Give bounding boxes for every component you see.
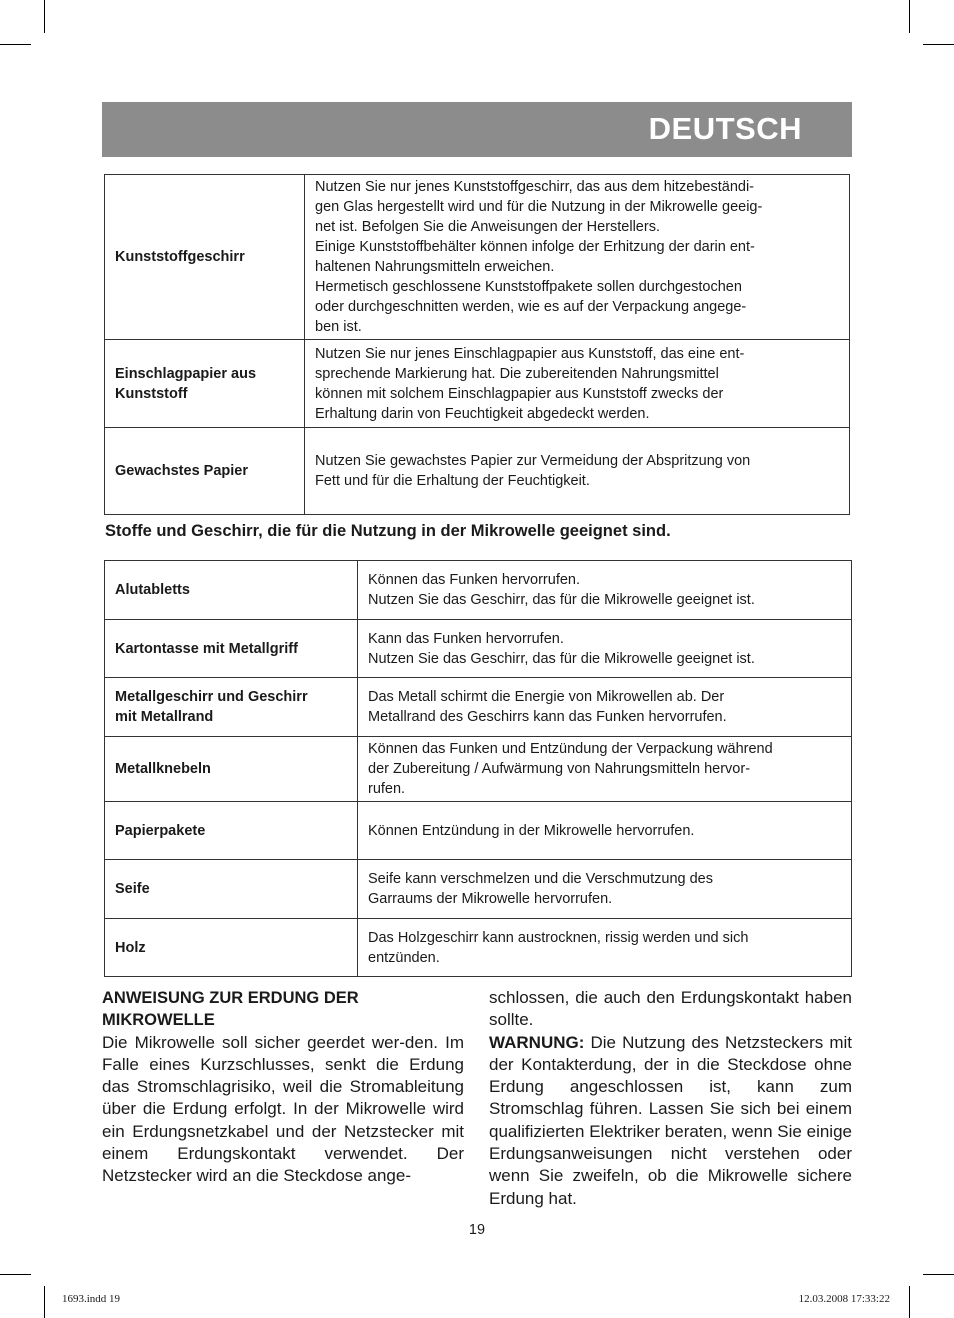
table-row — [105, 737, 852, 802]
table-row — [105, 561, 852, 620]
language-header-bar — [102, 102, 852, 157]
row-label: Alutabletts — [105, 561, 358, 620]
page-number: 19 — [468, 1222, 486, 1238]
row-description: Das Holzgeschirr kann austrocknen, rissig werden und sich entzünden. — [358, 919, 852, 977]
table-row — [105, 428, 850, 515]
slug-file: 1693.indd 19 — [62, 1293, 121, 1305]
crop-mark — [44, 1286, 45, 1318]
row-label: Seife — [105, 860, 358, 919]
table-row — [105, 620, 852, 678]
table-row — [105, 802, 852, 860]
grounding-title: ANWEISUNG ZUR ERDUNG DER MIKROWELLE — [102, 989, 359, 1030]
row-description: Kann das Funken hervorrufen. Nutzen Sie das Geschirr, das für die Mikrowelle geeignet ist. — [358, 620, 852, 678]
crop-mark — [0, 1274, 31, 1275]
row-label: Metallgeschirr und Geschirr mit Metallrand — [105, 678, 358, 737]
row-description: Können Entzündung in der Mikrowelle hervorrufen. — [358, 802, 852, 860]
row-label: Metallknebeln — [105, 737, 358, 802]
crop-mark — [909, 0, 910, 33]
crop-mark — [909, 1286, 910, 1318]
table-row — [105, 678, 852, 737]
row-label: Gewachstes Papier — [105, 428, 305, 515]
grounding-body-right: schlossen, die auch den Erdungskontakt haben sollte. — [489, 988, 852, 1030]
section-heading: Stoffe und Geschirr, die für die Nutzung in der Mikrowelle geeignet sind. — [105, 522, 671, 540]
unsuitable-materials-table — [104, 560, 852, 977]
table-row — [105, 860, 852, 919]
crop-mark — [923, 44, 954, 45]
table-row — [105, 919, 852, 977]
row-description: Nutzen Sie gewachstes Papier zur Vermeidung der Abspritzung von Fett und für die Erhaltung der Feuchtigkeit. — [305, 428, 850, 515]
grounding-right-column — [489, 987, 852, 1210]
grounding-left-column — [102, 987, 464, 1188]
crop-mark — [0, 44, 31, 45]
table-row — [105, 175, 850, 340]
row-label: Einschlagpapier aus Kunststoff — [105, 340, 305, 428]
crop-mark — [923, 1274, 954, 1275]
row-description: Seife kann verschmelzen und die Verschmutzung des Garraums der Mikrowelle hervorrufen. — [358, 860, 852, 919]
row-description: Nutzen Sie nur jenes Kunststoffgeschirr, das aus dem hitzebeständi- gen Glas hergestellt wird und für die Nutzung in der Mikrowelle geeig- net ist. Befolgen Sie die Anweisungen der Herstellers. Einige Kunststoffbehälter können infolge der Erhitzung der darin ent- haltenen Nahrungsmitteln erweichen. Hermetisch geschlossene Kunststoffpakete sollen durchgestochen oder durchgeschnitten werden, wie es auf der Verpackung angege- ben ist. — [305, 175, 850, 340]
table-row — [105, 340, 850, 428]
row-label: Kartontasse mit Metallgriff — [105, 620, 358, 678]
warning-label: WARNUNG: — [489, 1032, 585, 1052]
grounding-warning — [489, 1032, 852, 1210]
row-label: Kunststoffgeschirr — [105, 175, 305, 340]
slug-timestamp: 12.03.2008 17:33:22 — [798, 1293, 890, 1305]
plastic-materials-table — [104, 174, 850, 515]
grounding-body-left: Die Mikrowelle soll sicher geerdet wer-den. Im Falle eines Kurzschlusses, senkt die Erdung das Stromschlagrisiko, weil die Stromableitung über die Erdung erfolgt. In der Mikrowelle wird ein Erdungsnetzkabel und der Netzstecker mit einem Erdungskontakt verwendet. Der Netzstecker wird an die Steckdose ange- — [102, 1032, 464, 1186]
row-label: Holz — [105, 919, 358, 977]
row-description: Können das Funken hervorrufen. Nutzen Sie das Geschirr, das für die Mikrowelle geeignet ist. — [358, 561, 852, 620]
row-description: Nutzen Sie nur jenes Einschlagpapier aus Kunststoff, das eine ent- sprechende Markierung hat. Die zubereitenden Nahrungsmittel können mit solchem Einschlagpapier aus Kunststoff zwecks der Erhaltung darin von Feuchtigkeit abgedeckt werden. — [305, 340, 850, 428]
row-description: Können das Funken und Entzündung der Verpackung während der Zubereitung / Aufwärmung von Nahrungsmitteln hervor- rufen. — [358, 737, 852, 802]
crop-mark — [44, 0, 45, 33]
warning-text: Die Nutzung des Netzsteckers mit der Kontakterdung, der in die Steckdose ohne Erdung angeschlossen ist, kann zum Stromschlag führen. Lassen Sie sich bei einem qualifizierten Elektriker beraten, wenn Sie einige Erdungsanweisungen nicht verstehen oder wenn Sie zweifeln, ob die Mikrowelle sichere Erdung hat. — [489, 1032, 852, 1208]
row-description: Das Metall schirmt die Energie von Mikrowellen ab. Der Metallrand des Geschirrs kann das Funken hervorrufen. — [358, 678, 852, 737]
language-title: DEUTSCH — [648, 111, 802, 146]
row-label: Papierpakete — [105, 802, 358, 860]
